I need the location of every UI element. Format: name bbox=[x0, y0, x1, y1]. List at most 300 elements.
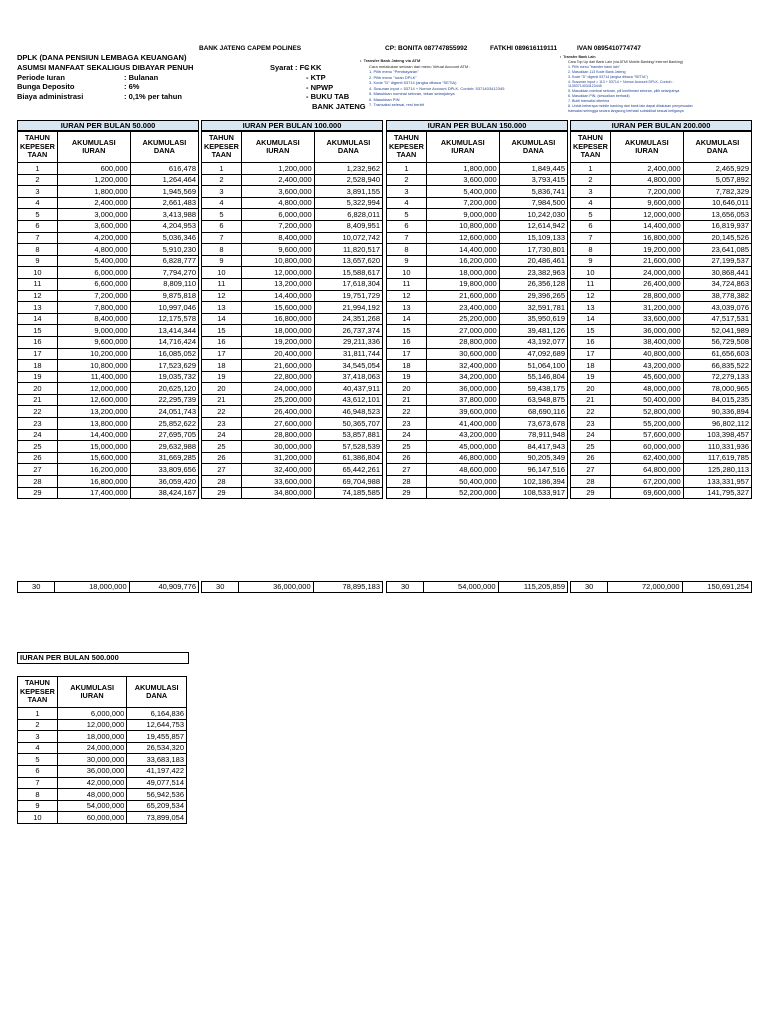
cell-dana: 40,909,776 bbox=[129, 582, 198, 593]
cell-year: 7 bbox=[571, 232, 611, 244]
cell-year: 7 bbox=[18, 232, 58, 244]
cell-year: 6 bbox=[18, 220, 58, 232]
cell-year: 16 bbox=[18, 336, 58, 348]
cell-year: 27 bbox=[202, 464, 242, 476]
table-row bbox=[18, 394, 199, 406]
cell-iuran: 12,600,000 bbox=[57, 394, 130, 406]
table-row bbox=[387, 487, 568, 499]
cell-iuran: 18,000,000 bbox=[426, 267, 499, 279]
table-row bbox=[387, 174, 568, 186]
cell-year: 12 bbox=[18, 290, 58, 302]
table-row bbox=[387, 383, 568, 395]
cell-year: 14 bbox=[202, 313, 242, 325]
table-title: IURAN PER BULAN 100.000 bbox=[201, 120, 383, 131]
cell-year: 13 bbox=[202, 302, 242, 314]
cell-year: 3 bbox=[202, 186, 242, 198]
cell-dana: 69,704,988 bbox=[314, 476, 382, 488]
table-row bbox=[387, 464, 568, 476]
cell-dana: 47,092,689 bbox=[499, 348, 567, 360]
cell-year: 6 bbox=[571, 220, 611, 232]
info-block bbox=[17, 53, 193, 102]
cell-year: 15 bbox=[387, 325, 427, 337]
table-row bbox=[18, 429, 199, 441]
col-header-tahun: TAHUN KEPESER TAAN bbox=[18, 677, 58, 708]
cell-year: 8 bbox=[571, 244, 611, 256]
cell-dana: 27,199,537 bbox=[683, 255, 751, 267]
table-row bbox=[202, 197, 383, 209]
table-row bbox=[202, 394, 383, 406]
cell-iuran: 21,600,000 bbox=[426, 290, 499, 302]
atm-line: 1. Pilih menu "Pembayaran" bbox=[369, 69, 419, 74]
cell-dana: 141,795,327 bbox=[683, 487, 751, 499]
cell-iuran: 31,200,000 bbox=[610, 302, 683, 314]
table-row bbox=[387, 290, 568, 302]
cell-year: 8 bbox=[387, 244, 427, 256]
cell-year: 7 bbox=[202, 232, 242, 244]
table-row bbox=[202, 186, 383, 198]
cell-year: 28 bbox=[202, 476, 242, 488]
periode-value: : Bulanan bbox=[124, 72, 159, 82]
table-row bbox=[18, 731, 187, 743]
cell-iuran: 5,400,000 bbox=[426, 186, 499, 198]
cell-year: 10 bbox=[202, 267, 242, 279]
lain-line: 2. Masukkan 113 Kode Bank Jateng bbox=[568, 69, 626, 74]
cell-year: 12 bbox=[387, 290, 427, 302]
atm-line: 3. Kode "D" digenti 53714 (angka dibaca "SETIA) bbox=[369, 80, 457, 85]
cell-iuran: 2,400,000 bbox=[610, 163, 683, 175]
table-row bbox=[202, 360, 383, 372]
cell-dana: 17,730,801 bbox=[499, 244, 567, 256]
cell-iuran: 16,200,000 bbox=[57, 464, 130, 476]
cell-iuran: 41,400,000 bbox=[426, 418, 499, 430]
cell-year: 20 bbox=[202, 383, 242, 395]
table-row bbox=[571, 487, 752, 499]
table-title: IURAN PER BULAN 150.000 bbox=[386, 120, 568, 131]
lain-line: 8. Untuk beberapa mobile banking dari bank lain dapat dilakukan penyesuaian bbox=[568, 104, 693, 109]
cell-iuran: 54,000,000 bbox=[424, 582, 498, 593]
cell-year: 30 bbox=[18, 582, 55, 593]
cell-dana: 5,836,741 bbox=[499, 186, 567, 198]
cell-year: 29 bbox=[18, 487, 58, 499]
table-row bbox=[202, 313, 383, 325]
cell-year: 11 bbox=[571, 278, 611, 290]
cell-year: 30 bbox=[571, 582, 608, 593]
cell-dana: 15,109,133 bbox=[499, 232, 567, 244]
cell-dana: 10,242,030 bbox=[499, 209, 567, 221]
cell-iuran: 23,400,000 bbox=[426, 302, 499, 314]
cell-year: 30 bbox=[202, 582, 239, 593]
cell-year: 11 bbox=[387, 278, 427, 290]
cell-year: 15 bbox=[571, 325, 611, 337]
cell-iuran: 42,000,000 bbox=[57, 777, 126, 789]
contact-ivan: IVAN 0895410774747 bbox=[577, 45, 641, 52]
cell-year: 25 bbox=[202, 441, 242, 453]
cell-year: 1 bbox=[18, 708, 58, 720]
atm-line: 6. Masukkan PIN bbox=[369, 96, 400, 102]
cell-year: 3 bbox=[387, 186, 427, 198]
lain-line: 5. Masukkan nominal setoran, pili konfirmasi setoran, pilih selanjutnya bbox=[568, 89, 680, 94]
cell-dana: 5,036,346 bbox=[130, 232, 198, 244]
table-title: IURAN PER BULAN 200.000 bbox=[570, 120, 752, 131]
table-row bbox=[387, 360, 568, 372]
cell-dana: 23,382,963 bbox=[499, 267, 567, 279]
cell-dana: 17,618,304 bbox=[314, 278, 382, 290]
cell-dana: 78,911,948 bbox=[499, 429, 567, 441]
table-row bbox=[202, 418, 383, 430]
cell-iuran: 16,800,000 bbox=[241, 313, 314, 325]
table-row bbox=[202, 336, 383, 348]
syarat-list bbox=[306, 63, 366, 112]
table-row bbox=[387, 186, 568, 198]
cell-year: 6 bbox=[202, 220, 242, 232]
table-500 bbox=[17, 676, 187, 824]
cell-iuran: 43,200,000 bbox=[426, 429, 499, 441]
lain-title: • Transfer Bank Lain bbox=[560, 55, 596, 59]
cell-year: 21 bbox=[202, 394, 242, 406]
cell-dana: 36,059,420 bbox=[130, 476, 198, 488]
cell-year: 26 bbox=[387, 452, 427, 464]
cell-iuran: 9,600,000 bbox=[610, 197, 683, 209]
contribution-table bbox=[570, 131, 752, 499]
cell-dana: 31,811,744 bbox=[314, 348, 382, 360]
cell-dana: 1,849,445 bbox=[499, 163, 567, 175]
cell-iuran: 24,000,000 bbox=[241, 383, 314, 395]
cell-year: 13 bbox=[571, 302, 611, 314]
table-row bbox=[18, 742, 187, 754]
atm-line: 7. Transaksi selesai, resi berbit bbox=[369, 102, 424, 107]
table-row bbox=[18, 406, 199, 418]
syarat-item: - KK bbox=[306, 63, 322, 72]
lain-line: 7. Bukti transaksi diterima bbox=[568, 99, 610, 104]
table-row bbox=[18, 383, 199, 395]
cell-dana: 8,409,951 bbox=[314, 220, 382, 232]
info-biaya bbox=[17, 92, 193, 102]
cell-iuran: 9,000,000 bbox=[57, 325, 130, 337]
table-row bbox=[202, 476, 383, 488]
col-header-tahun: TAHUN KEPESER TAAN bbox=[571, 132, 611, 163]
table-row bbox=[202, 325, 383, 337]
cell-year: 14 bbox=[18, 313, 58, 325]
cell-iuran: 28,800,000 bbox=[426, 336, 499, 348]
cell-iuran: 6,000,000 bbox=[57, 708, 126, 720]
cell-iuran: 16,800,000 bbox=[610, 232, 683, 244]
col-header-dana: AKUMULASI DANA bbox=[499, 132, 567, 163]
cell-iuran: 19,200,000 bbox=[241, 336, 314, 348]
cell-year: 12 bbox=[202, 290, 242, 302]
cell-iuran: 14,400,000 bbox=[57, 429, 130, 441]
table-row bbox=[18, 244, 199, 256]
cell-iuran: 67,200,000 bbox=[610, 476, 683, 488]
cell-year: 8 bbox=[202, 244, 242, 256]
col-header-dana: AKUMULASI DANA bbox=[683, 132, 751, 163]
table-row bbox=[18, 800, 187, 812]
cell-dana: 12,614,942 bbox=[499, 220, 567, 232]
cell-year: 5 bbox=[571, 209, 611, 221]
cell-iuran: 12,000,000 bbox=[241, 267, 314, 279]
cell-dana: 1,264,464 bbox=[130, 174, 198, 186]
table-row bbox=[202, 220, 383, 232]
cell-iuran: 12,000,000 bbox=[57, 383, 130, 395]
cell-dana: 51,064,100 bbox=[499, 360, 567, 372]
cell-iuran: 48,000,000 bbox=[610, 383, 683, 395]
lain-line: 6. Masukkan PIN, (sesuaikan berhasil) bbox=[568, 94, 630, 99]
cell-year: 4 bbox=[202, 197, 242, 209]
cell-iuran: 36,000,000 bbox=[239, 582, 313, 593]
table-row bbox=[387, 371, 568, 383]
cell-year: 19 bbox=[202, 371, 242, 383]
cell-iuran: 10,800,000 bbox=[426, 220, 499, 232]
cell-iuran: 39,600,000 bbox=[426, 406, 499, 418]
table-row bbox=[18, 348, 199, 360]
cell-dana: 84,015,235 bbox=[683, 394, 751, 406]
cell-dana: 29,396,265 bbox=[499, 290, 567, 302]
cell-dana: 5,910,230 bbox=[130, 244, 198, 256]
table-row bbox=[571, 394, 752, 406]
table-row bbox=[571, 186, 752, 198]
table-row bbox=[202, 464, 383, 476]
cell-year: 4 bbox=[387, 197, 427, 209]
cell-year: 4 bbox=[571, 197, 611, 209]
cell-dana: 55,146,804 bbox=[499, 371, 567, 383]
cell-dana: 33,683,183 bbox=[127, 754, 187, 766]
cell-year: 5 bbox=[18, 209, 58, 221]
cell-iuran: 52,200,000 bbox=[426, 487, 499, 499]
lain-line: 3. Kode "D" digenti 53714 (angka dibaca "SETIA") bbox=[568, 74, 648, 79]
cell-dana: 10,997,046 bbox=[130, 302, 198, 314]
cell-year: 25 bbox=[18, 441, 58, 453]
cell-iuran: 7,200,000 bbox=[241, 220, 314, 232]
cell-dana: 5,322,994 bbox=[314, 197, 382, 209]
cell-iuran: 37,800,000 bbox=[426, 394, 499, 406]
cell-dana: 3,891,155 bbox=[314, 186, 382, 198]
cell-dana: 4,204,953 bbox=[130, 220, 198, 232]
cell-year: 9 bbox=[571, 255, 611, 267]
cell-dana: 125,280,113 bbox=[683, 464, 751, 476]
cell-iuran: 45,000,000 bbox=[426, 441, 499, 453]
cell-dana: 29,211,336 bbox=[314, 336, 382, 348]
contact-fatkhi: FATKHI 089616119111 bbox=[490, 45, 558, 52]
cell-iuran: 5,400,000 bbox=[57, 255, 130, 267]
cell-iuran: 36,000,000 bbox=[57, 765, 126, 777]
col-header-tahun: TAHUN KEPESER TAAN bbox=[18, 132, 58, 163]
cell-iuran: 7,800,000 bbox=[57, 302, 130, 314]
table-row bbox=[571, 232, 752, 244]
col-header-tahun: TAHUN KEPESER TAAN bbox=[202, 132, 242, 163]
cell-dana: 26,737,374 bbox=[314, 325, 382, 337]
cell-dana: 30,868,441 bbox=[683, 267, 751, 279]
cell-year: 11 bbox=[202, 278, 242, 290]
cell-dana: 102,186,394 bbox=[499, 476, 567, 488]
cell-year: 18 bbox=[387, 360, 427, 372]
cell-iuran: 12,000,000 bbox=[57, 719, 126, 731]
cell-dana: 103,398,457 bbox=[683, 429, 751, 441]
cell-iuran: 43,200,000 bbox=[610, 360, 683, 372]
table-row bbox=[387, 348, 568, 360]
cell-dana: 68,690,116 bbox=[499, 406, 567, 418]
cell-iuran: 36,000,000 bbox=[610, 325, 683, 337]
cell-iuran: 26,400,000 bbox=[241, 406, 314, 418]
syarat-item: - NPWP bbox=[306, 82, 334, 92]
cell-iuran: 6,600,000 bbox=[57, 278, 130, 290]
table-row bbox=[571, 278, 752, 290]
cell-dana: 6,828,011 bbox=[314, 209, 382, 221]
col-header-iuran: AKUMULASI IURAN bbox=[610, 132, 683, 163]
cell-iuran: 38,400,000 bbox=[610, 336, 683, 348]
biaya-label: Biaya administrasi bbox=[17, 92, 84, 102]
cell-year: 22 bbox=[571, 406, 611, 418]
cell-iuran: 3,600,000 bbox=[426, 174, 499, 186]
cell-year: 26 bbox=[202, 452, 242, 464]
cell-dana: 3,793,415 bbox=[499, 174, 567, 186]
cell-iuran: 64,800,000 bbox=[610, 464, 683, 476]
cell-iuran: 3,000,000 bbox=[57, 209, 130, 221]
cell-year: 18 bbox=[571, 360, 611, 372]
cell-iuran: 2,400,000 bbox=[57, 197, 130, 209]
cell-iuran: 48,000,000 bbox=[57, 789, 126, 801]
info-line-dplk: DPLK (DANA PENSIUN LEMBAGA KEUANGAN) bbox=[17, 53, 187, 62]
cell-dana: 78,895,183 bbox=[313, 582, 382, 593]
cell-year: 10 bbox=[18, 267, 58, 279]
cell-year: 22 bbox=[202, 406, 242, 418]
table-row bbox=[18, 278, 199, 290]
cell-year: 23 bbox=[202, 418, 242, 430]
cell-year: 3 bbox=[18, 731, 58, 743]
cell-dana: 21,994,192 bbox=[314, 302, 382, 314]
table-row bbox=[18, 232, 199, 244]
cell-dana: 115,205,859 bbox=[498, 582, 567, 593]
cell-iuran: 10,800,000 bbox=[57, 360, 130, 372]
table-title: IURAN PER BULAN 50.000 bbox=[17, 120, 199, 131]
cell-year: 20 bbox=[387, 383, 427, 395]
cell-year: 1 bbox=[18, 163, 58, 175]
cell-dana: 38,424,167 bbox=[130, 487, 198, 499]
cell-dana: 56,942,536 bbox=[127, 789, 187, 801]
table-row bbox=[571, 464, 752, 476]
cell-year: 25 bbox=[571, 441, 611, 453]
table-row bbox=[18, 812, 187, 824]
cell-iuran: 72,000,000 bbox=[608, 582, 682, 593]
cell-year: 24 bbox=[18, 429, 58, 441]
cell-year: 23 bbox=[387, 418, 427, 430]
table-row bbox=[18, 765, 187, 777]
col-header-iuran: AKUMULASI IURAN bbox=[57, 677, 126, 708]
cell-year: 16 bbox=[387, 336, 427, 348]
cell-dana: 20,625,120 bbox=[130, 383, 198, 395]
syarat-item: - KTP bbox=[306, 72, 326, 82]
cell-dana: 7,782,329 bbox=[683, 186, 751, 198]
cell-iuran: 8,400,000 bbox=[57, 313, 130, 325]
table-row bbox=[571, 174, 752, 186]
cell-dana: 27,695,705 bbox=[130, 429, 198, 441]
cell-dana: 61,656,603 bbox=[683, 348, 751, 360]
cell-year: 4 bbox=[18, 742, 58, 754]
table-row bbox=[387, 452, 568, 464]
cell-year: 25 bbox=[387, 441, 427, 453]
info-line-asumsi: ASUMSI MANFAAT SEKALIGUS DIBAYAR PENUH bbox=[17, 62, 194, 72]
cell-dana: 14,716,424 bbox=[130, 336, 198, 348]
cell-year: 19 bbox=[18, 371, 58, 383]
table-row bbox=[18, 418, 199, 430]
table-row bbox=[18, 371, 199, 383]
cell-dana: 31,669,285 bbox=[130, 452, 198, 464]
cell-iuran: 28,800,000 bbox=[241, 429, 314, 441]
cell-year: 30 bbox=[387, 582, 424, 593]
cell-year: 8 bbox=[18, 789, 58, 801]
col-header-iuran: AKUMULASI IURAN bbox=[241, 132, 314, 163]
table-row bbox=[202, 302, 383, 314]
cell-iuran: 25,200,000 bbox=[241, 394, 314, 406]
cell-year: 9 bbox=[18, 255, 58, 267]
periode-label: Periode Iuran bbox=[17, 72, 65, 82]
cell-iuran: 1,800,000 bbox=[426, 163, 499, 175]
cell-iuran: 9,000,000 bbox=[426, 209, 499, 221]
table-row bbox=[571, 441, 752, 453]
cell-iuran: 12,600,000 bbox=[426, 232, 499, 244]
table-row bbox=[571, 255, 752, 267]
table-row bbox=[202, 371, 383, 383]
cell-iuran: 30,000,000 bbox=[57, 754, 126, 766]
cell-iuran: 15,000,000 bbox=[57, 441, 130, 453]
table-row bbox=[571, 325, 752, 337]
cell-iuran: 18,000,000 bbox=[55, 582, 129, 593]
cell-dana: 47,517,531 bbox=[683, 313, 751, 325]
cell-dana: 616,478 bbox=[130, 163, 198, 175]
cell-iuran: 60,000,000 bbox=[57, 812, 126, 824]
cell-iuran: 46,800,000 bbox=[426, 452, 499, 464]
cell-iuran: 10,200,000 bbox=[57, 348, 130, 360]
cell-iuran: 48,600,000 bbox=[426, 464, 499, 476]
cell-dana: 84,417,943 bbox=[499, 441, 567, 453]
cell-dana: 22,295,739 bbox=[130, 394, 198, 406]
cell-iuran: 32,400,000 bbox=[426, 360, 499, 372]
cell-iuran: 34,200,000 bbox=[426, 371, 499, 383]
cell-dana: 13,657,620 bbox=[314, 255, 382, 267]
cell-year: 23 bbox=[571, 418, 611, 430]
cell-year: 7 bbox=[18, 777, 58, 789]
cell-dana: 43,039,076 bbox=[683, 302, 751, 314]
cell-dana: 2,465,929 bbox=[683, 163, 751, 175]
cell-dana: 46,948,523 bbox=[314, 406, 382, 418]
cell-iuran: 27,000,000 bbox=[426, 325, 499, 337]
cell-year: 10 bbox=[387, 267, 427, 279]
table-row bbox=[202, 163, 383, 175]
lain-line: 11353714034123445 bbox=[568, 84, 602, 89]
syarat-label: Syarat : FC bbox=[270, 63, 310, 72]
atm-line: Cara melakukan setoran dari menu Virtual Account ATM : bbox=[369, 63, 471, 69]
cell-iuran: 30,000,000 bbox=[241, 441, 314, 453]
col-header-dana: AKUMULASI DANA bbox=[127, 677, 187, 708]
cell-dana: 16,085,052 bbox=[130, 348, 198, 360]
bank-title: BANK JATENG CAPEM POLINES bbox=[199, 45, 302, 52]
table-row bbox=[387, 232, 568, 244]
cell-dana: 7,794,270 bbox=[130, 267, 198, 279]
cell-dana: 9,875,818 bbox=[130, 290, 198, 302]
cell-iuran: 4,800,000 bbox=[241, 197, 314, 209]
cell-dana: 12,175,578 bbox=[130, 313, 198, 325]
cell-year: 23 bbox=[18, 418, 58, 430]
cell-iuran: 16,200,000 bbox=[426, 255, 499, 267]
cell-iuran: 600,000 bbox=[57, 163, 130, 175]
cell-year: 17 bbox=[202, 348, 242, 360]
cell-year: 26 bbox=[571, 452, 611, 464]
cell-iuran: 9,600,000 bbox=[241, 244, 314, 256]
cell-iuran: 69,600,000 bbox=[610, 487, 683, 499]
cell-year: 24 bbox=[387, 429, 427, 441]
cell-year: 19 bbox=[571, 371, 611, 383]
cell-dana: 23,641,085 bbox=[683, 244, 751, 256]
cell-dana: 10,646,011 bbox=[683, 197, 751, 209]
cell-dana: 96,802,112 bbox=[683, 418, 751, 430]
